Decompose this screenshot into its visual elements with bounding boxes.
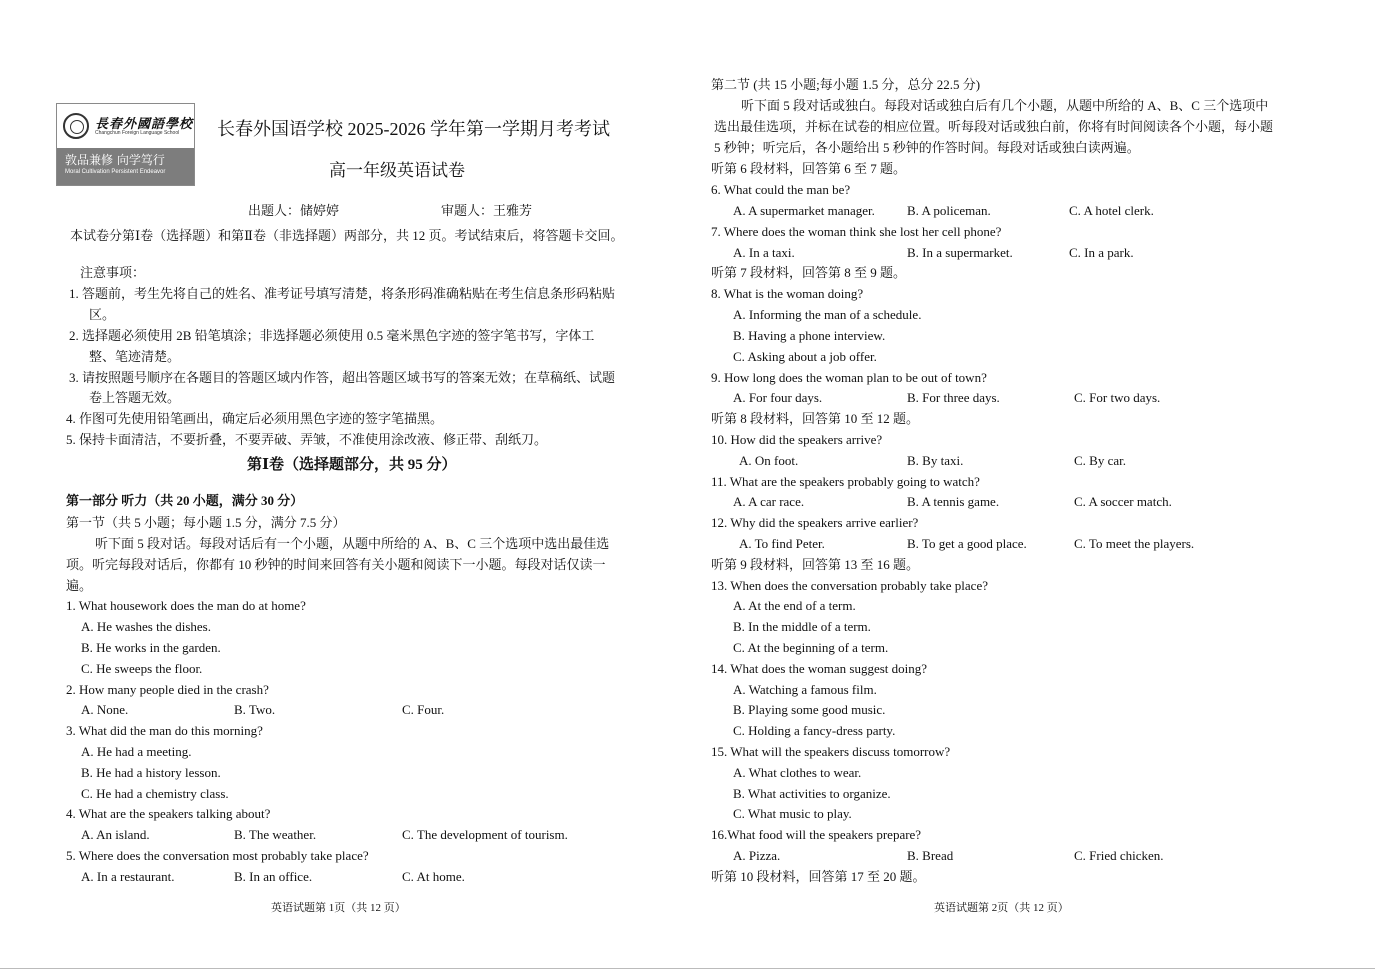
question-stem: 3. What did the man do this morning? [66, 723, 263, 738]
option-c: C. Fried chicken. [1074, 848, 1164, 863]
option-c: C. What music to play. [733, 806, 852, 821]
option-b: B. He works in the garden. [81, 640, 221, 655]
option-b: B. He had a history lesson. [81, 765, 221, 780]
option-b: B. Having a phone interview. [733, 328, 886, 343]
question-reviewer: 审题人：王雅芳 [441, 203, 533, 218]
exam-page-2 [687, 0, 1375, 971]
option-a: A. Pizza. [733, 848, 781, 863]
school-seal-icon [63, 113, 89, 139]
option-b: B. A tennis game. [907, 494, 1000, 509]
option-c: C. A hotel clerk. [1069, 203, 1154, 218]
logo-motto-band [57, 148, 194, 185]
question-stem: 14. What does the woman suggest doing? [711, 661, 928, 676]
paper-intro: 本试卷分第Ⅰ卷（选择题）和第Ⅱ卷（非选择题）两部分，共 12 页。考试结束后，将答题卡交回。 [70, 228, 624, 243]
logo-school-name: 長春外國語學校 [95, 115, 194, 131]
page-footer: 英语试题第 2页（共 12 页） [934, 902, 1069, 914]
option-c: C. Holding a fancy-dress party. [733, 723, 896, 738]
material-heading: 听第 8 段材料，回答第 10 至 12 题。 [711, 411, 920, 426]
note-line: 2. 选择题必须使用 2B 铅笔填涂；非选择题必须使用 0.5 毫米黑色字迹的签字笔书写，字体工 [69, 328, 595, 343]
option-b: B. Bread [907, 848, 954, 863]
option-a: A. An island. [81, 827, 150, 842]
option-a: A. A car race. [733, 494, 805, 509]
section2-instruction: 选出最佳选项，并标在试卷的相应位置。听每段对话或独白前，你将有时间阅读各个小题，每小题 [714, 119, 1274, 134]
option-c: C. Four. [402, 702, 445, 717]
bottom-border [0, 968, 1375, 969]
option-a: A. Informing the man of a schedule. [733, 307, 922, 322]
option-c: C. To meet the players. [1074, 536, 1195, 551]
exam-title: 长春外国语学校 2025-2026 学年第一学期月考考试 [217, 119, 610, 139]
option-a: A. On foot. [739, 453, 799, 468]
option-a: A. To find Peter. [739, 536, 825, 551]
option-b: B. In an office. [234, 869, 313, 884]
option-c: C. In a park. [1069, 245, 1134, 260]
option-b: B. A policeman. [907, 203, 991, 218]
volume-title: 第Ⅰ卷（选择题部分，共 95 分） [247, 457, 457, 473]
school-logo [56, 103, 195, 186]
material-heading: 听第 9 段材料，回答第 13 至 16 题。 [711, 557, 920, 572]
option-a: A. For four days. [733, 390, 823, 405]
question-stem: 9. How long does the woman plan to be out of town? [711, 370, 987, 385]
option-b: B. To get a good place. [907, 536, 1027, 551]
logo-school-name-en: Changchun Foreign Language School [95, 129, 180, 136]
option-c: C. Asking about a job offer. [733, 349, 877, 364]
option-c: C. At home. [402, 869, 465, 884]
option-a: A. None. [81, 702, 129, 717]
question-stem: 16.What food will the speakers prepare? [711, 827, 922, 842]
option-b: B. In a supermarket. [907, 245, 1013, 260]
option-a: A. What clothes to wear. [733, 765, 862, 780]
section2-instruction: 5 秒钟；听完后，各小题给出 5 秒钟的作答时间。每段对话或独白读两遍。 [714, 140, 1140, 155]
question-stem: 12. Why did the speakers arrive earlier? [711, 515, 919, 530]
material-heading: 听第 10 段材料，回答第 17 至 20 题。 [711, 869, 926, 884]
option-b: B. By taxi. [907, 453, 964, 468]
note-line: 5. 保持卡面清洁，不要折叠，不要弄破、弄皱，不准使用涂改液、修正带、刮纸刀。 [66, 432, 548, 447]
page-footer: 英语试题第 1页（共 12 页） [271, 902, 406, 914]
option-b: B. The weather. [234, 827, 317, 842]
question-stem: 15. What will the speakers discuss tomorrow? [711, 744, 951, 759]
question-stem: 10. How did the speakers arrive? [711, 432, 883, 447]
question-setter: 出题人：储婷婷 [248, 203, 340, 218]
logo-motto: 敦品兼修 向学笃行 [65, 153, 165, 167]
question-stem: 8. What is the woman doing? [711, 286, 864, 301]
option-a: A. At the end of a term. [733, 598, 856, 613]
option-b: B. For three days. [907, 390, 1000, 405]
question-stem: 4. What are the speakers talking about? [66, 806, 271, 821]
question-stem: 2. How many people died in the crash? [66, 682, 269, 697]
option-b: B. In the middle of a term. [733, 619, 871, 634]
option-a: A. A supermarket manager. [733, 203, 875, 218]
option-a: A. In a restaurant. [81, 869, 175, 884]
note-line: 4. 作图可先使用铅笔画出，确定后必须用黑色字迹的签字笔描黑。 [66, 411, 444, 426]
option-c: C. A soccer match. [1074, 494, 1172, 509]
question-stem: 1. What housework does the man do at home? [66, 598, 306, 613]
logo-header [57, 104, 194, 148]
question-stem: 5. Where does the conversation most probably take place? [66, 848, 369, 863]
note-line: 区。 [89, 307, 116, 322]
material-heading: 听第 6 段材料，回答第 6 至 7 题。 [711, 161, 907, 176]
option-b: B. Two. [234, 702, 276, 717]
option-a: A. He washes the dishes. [81, 619, 211, 634]
option-c: C. The development of tourism. [402, 827, 568, 842]
note-line: 卷上答题无效。 [89, 390, 181, 405]
question-stem: 11. What are the speakers probably going to watch? [711, 474, 980, 489]
section2-instruction: 听下面 5 段对话或独白。每段对话或独白后有几个小题，从题中所给的 A、B、C 三个选项中 [741, 98, 1269, 113]
option-c: C. At the beginning of a term. [733, 640, 889, 655]
note-line: 3. 请按照题号顺序在各题目的答题区域内作答，超出答题区域书写的答案无效；在草稿纸、试题 [69, 370, 616, 385]
section1-instruction: 听下面 5 段对话。每段对话后有一个小题，从题中所给的 A、B、C 三个选项中选出最佳选 [95, 536, 610, 551]
option-c: C. He sweeps the floor. [81, 661, 203, 676]
question-stem: 7. Where does the woman think she lost her cell phone? [711, 224, 1002, 239]
note-line: 整、笔迹清楚。 [89, 349, 181, 364]
section1-instruction: 遍。 [66, 578, 93, 593]
question-stem: 6. What could the man be? [711, 182, 851, 197]
option-a: A. In a taxi. [733, 245, 795, 260]
notes-title: 注意事项： [80, 265, 146, 280]
option-b: B. Playing some good music. [733, 702, 886, 717]
material-heading: 听第 7 段材料，回答第 8 至 9 题。 [711, 265, 907, 280]
exam-page-1 [0, 0, 687, 971]
note-line: 1. 答题前，考生先将自己的姓名、准考证号填写清楚，将条形码准确粘贴在考生信息条形码粘贴 [69, 286, 616, 301]
option-b: B. What activities to organize. [733, 786, 891, 801]
logo-motto-en: Moral Cultivation Persistent Endeavor [65, 169, 166, 175]
option-c: C. He had a chemistry class. [81, 786, 229, 801]
exam-subtitle: 高一年级英语试卷 [329, 161, 465, 180]
section1-title: 第一节（共 5 小题；每小题 1.5 分，满分 7.5 分） [66, 515, 346, 530]
section2-title: 第二节 (共 15 小题;每小题 1.5 分，总分 22.5 分) [711, 77, 981, 92]
section1-instruction: 项。听完每段对话后，你都有 10 秒钟的时间来回答有关小题和阅读下一小题。每段对话仅读一 [66, 557, 606, 572]
option-a: A. He had a meeting. [81, 744, 192, 759]
question-stem: 13. When does the conversation probably take place? [711, 578, 988, 593]
option-c: C. For two days. [1074, 390, 1161, 405]
option-a: A. Watching a famous film. [733, 682, 877, 697]
option-c: C. By car. [1074, 453, 1126, 468]
part1-title: 第一部分 听力（共 20 小题，满分 30 分） [66, 493, 304, 508]
